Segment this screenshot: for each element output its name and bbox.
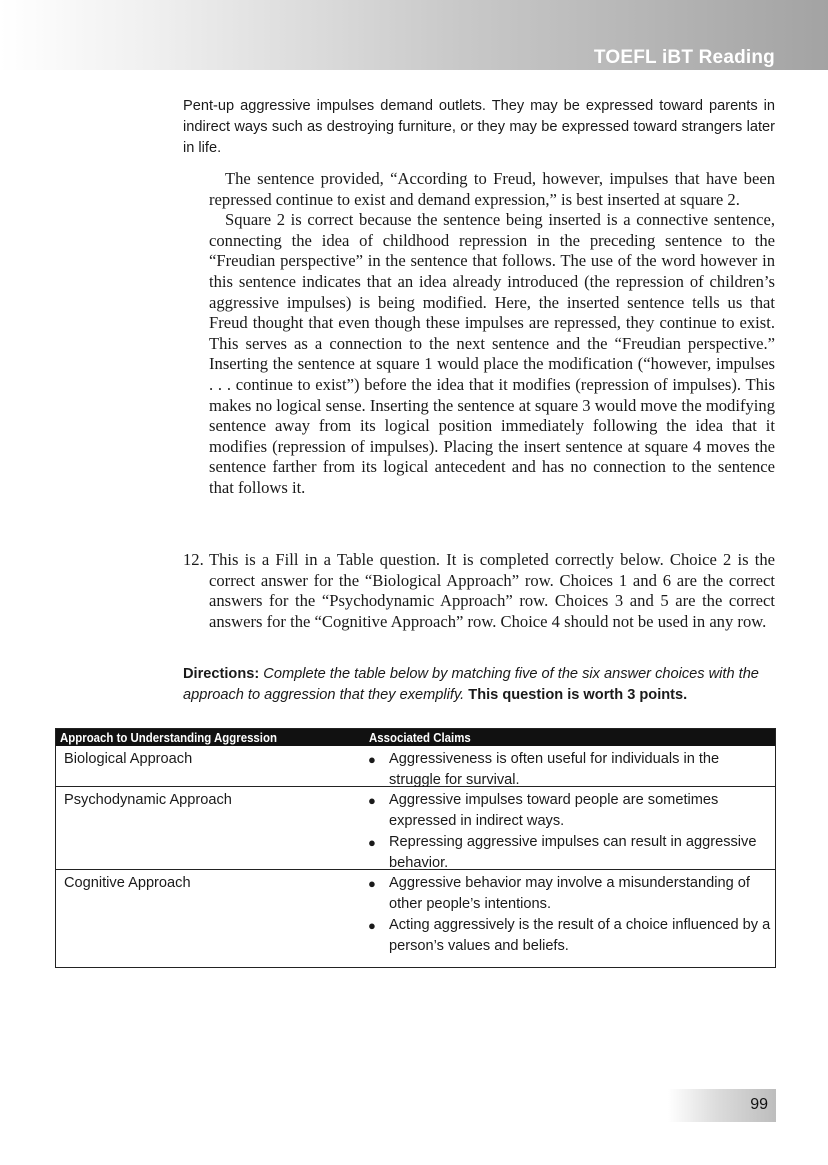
approach-label: Psychodynamic Approach [64, 792, 232, 808]
claim-item [368, 790, 775, 832]
claim-item [368, 915, 775, 957]
approach-label: Biological Approach [64, 751, 193, 767]
claim-item [368, 832, 775, 874]
answer-table [55, 728, 776, 968]
approach-label: Cognitive Approach [64, 875, 191, 891]
passage-excerpt: Pent-up aggressive impulses demand outlets. They may be expressed toward parents in indirect ways such as destroying furniture, or they may be expressed toward strangers later in life. [183, 98, 775, 156]
table-row [56, 746, 775, 787]
directions-points: This question is worth 3 points. [468, 687, 688, 703]
claim-text: Repressing aggressive impulses can result in aggressive behavior. [389, 834, 757, 871]
bullet-icon: ● [368, 752, 376, 767]
explanation-paragraph: Square 2 is correct because the sentence being inserted is a connective sentence, connecting the idea of childhood repression in the preceding sentence to the “Freudian perspective” in the sentence that follows. The use of the word however in this sentence indicates that an idea already introduced (the repression of children’s aggressive impulses) is being modified. Here, the inserted sentence tells us that Freud thought that even though these impulses are repressed, they continue to exist. This serves as a connection to the next sentence and the “Freudian perspective.” Inserting the sentence at square 1 would place the modification (“however, impulses . . . continue to exist”) before the idea that it modifies (repression of impulses). This makes no logical sense. Inserting the sentence at square 3 would move the modifying sentence away from its logical position immediately following the idea that it modifies (repression of impulses). Placing the insert sentence at square 4 moves the sentence farther from its logical antecedent and has no connection to the sentence that follows it. [209, 210, 775, 497]
claim-text: Aggressiveness is often useful for individuals in the struggle for survival. [389, 751, 720, 788]
bullet-icon: ● [368, 793, 376, 808]
question-explanation: This is a Fill in a Table question. It is completed correctly below. Choice 2 is the correct answer for the “Biological Approach” row. Choices 1 and 6 are the correct answers for the “Psychodynamic Approach” row. Choices 3 and 5 are the correct answers for the “Cognitive Approach” row. Choice 4 should not be used in any row. [209, 550, 775, 631]
bullet-icon: ● [368, 876, 376, 891]
bullet-icon: ● [368, 918, 376, 933]
table-row [56, 870, 775, 965]
claim-text: Acting aggressively is the result of a choice influenced by a person’s values and beliefs. [389, 917, 771, 954]
explanation-paragraph: The sentence provided, “According to Freud, however, impulses that have been repressed continue to exist and demand expression,” is best inserted at square 2. [209, 169, 775, 209]
header-title: TOEFL iBT Reading [593, 47, 775, 68]
directions [183, 664, 775, 706]
answer-explanation [209, 169, 775, 499]
page-number: 99 [750, 1096, 768, 1113]
claim-item [368, 749, 775, 791]
table-row [56, 787, 775, 870]
claim-text: Aggressive behavior may involve a misunderstanding of other people’s intentions. [389, 875, 750, 912]
page-number-box [668, 1089, 776, 1122]
claim-item [368, 873, 775, 915]
table-header [56, 729, 775, 746]
page-header [0, 0, 828, 70]
column-header-claims: Associated Claims [369, 730, 471, 745]
question-number: 12. [183, 550, 204, 569]
claim-text: Aggressive impulses toward people are sometimes expressed in indirect ways. [389, 792, 719, 829]
directions-label: Directions: [183, 666, 260, 682]
column-header-approach: Approach to Understanding Aggression [60, 730, 277, 745]
directions-instruction: Complete the table below by matching five of the six answer choices with the approach to aggression that they exemplify. [183, 666, 759, 703]
bullet-icon: ● [368, 835, 376, 850]
